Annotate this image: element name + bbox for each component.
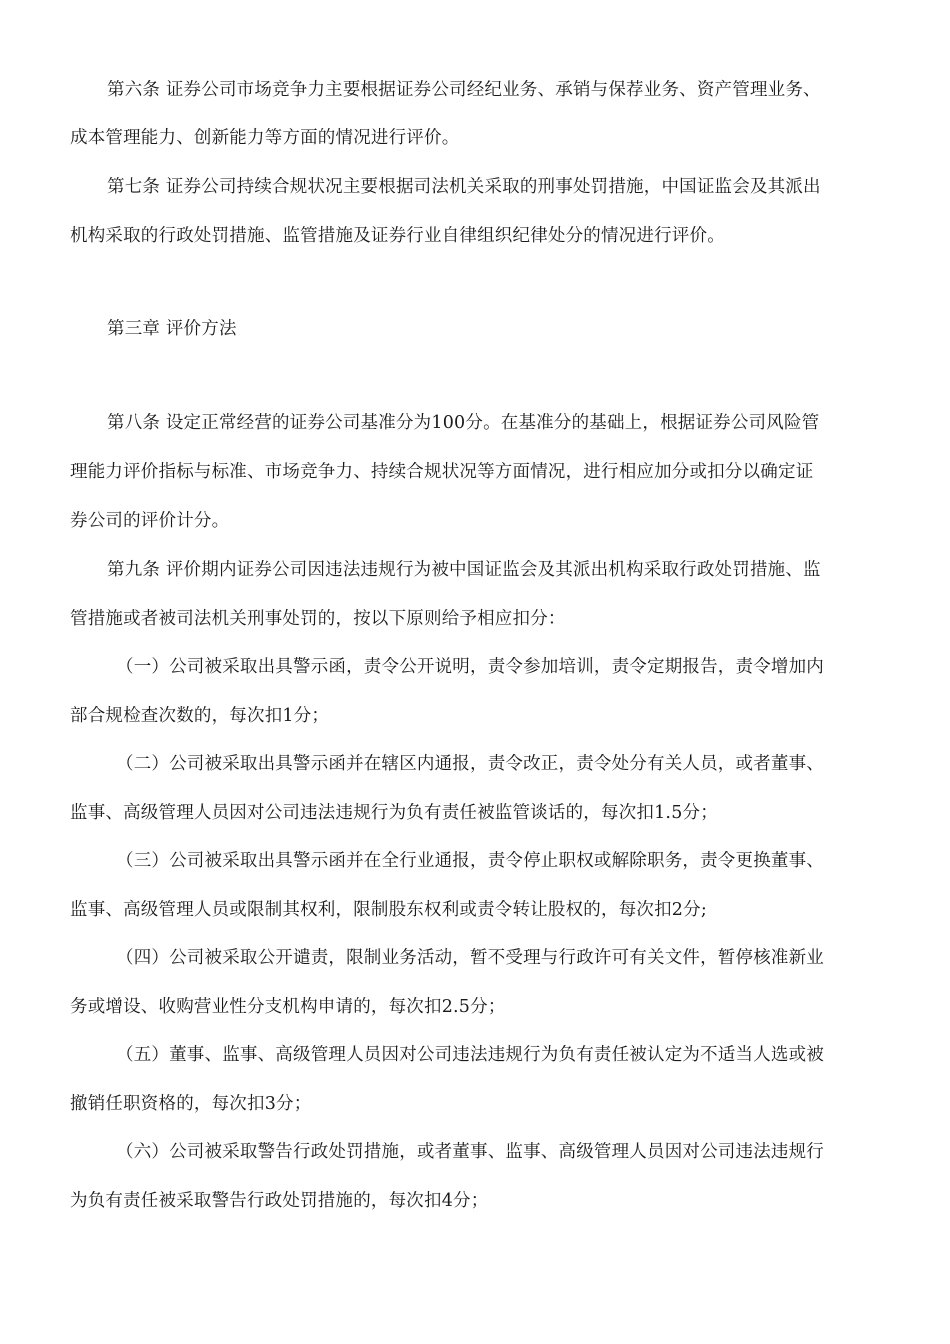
article-9-line-1: 第九条 评价期内证券公司因违法违规行为被中国证监会及其派出机构采取行政处罚措施、监 (107, 560, 821, 580)
item-6-line-2: 为负有责任被采取警告行政处罚措施的，每次扣4分； (70, 1191, 489, 1211)
item-4-line-2: 务或增设、收购营业性分支机构申请的，每次扣2.5分； (70, 997, 506, 1017)
item-3-line-2: 监事、高级管理人员或限制其权利，限制股东权利或责令转让股权的，每次扣2分; (70, 900, 707, 920)
article-8-line-1: 第八条 设定正常经营的证券公司基准分为100分。在基准分的基础上，根据证券公司风险管 (107, 413, 820, 433)
item-4-line-1: （四）公司被采取公开谴责，限制业务活动，暂不受理与行政许可有关文件，暂停核准新业 (116, 948, 824, 968)
item-6-line-1: （六）公司被采取警告行政处罚措施，或者董事、监事、高级管理人员因对公司违法违规行 (116, 1142, 824, 1162)
item-2-line-1: （二）公司被采取出具警示函并在辖区内通报，责令改正，责令处分有关人员，或者董事、 (116, 754, 824, 774)
article-9-line-2: 管措施或者被司法机关刑事处罚的，按以下原则给予相应扣分： (70, 609, 566, 629)
item-3-line-1: （三）公司被采取出具警示函并在全行业通报，责令停止职权或解除职务，责令更换董事、 (116, 851, 824, 871)
article-8-line-3: 券公司的评价计分。 (70, 511, 230, 531)
article-6-line-1: 第六条 证券公司市场竞争力主要根据证券公司经纪业务、承销与保荐业务、资产管理业务、 (107, 80, 821, 100)
article-8-line-2: 理能力评价指标与标准、市场竞争力、持续合规状况等方面情况，进行相应加分或扣分以确定证 (70, 462, 814, 482)
item-1-line-1: （一）公司被采取出具警示函，责令公开说明，责令参加培训，责令定期报告，责令增加内 (116, 657, 824, 677)
item-5-line-1: （五）董事、监事、高级管理人员因对公司违法违规行为负有责任被认定为不适当人选或被 (116, 1045, 824, 1065)
article-6-line-2: 成本管理能力、创新能力等方面的情况进行评价。 (70, 128, 460, 148)
article-7-line-2: 机构采取的行政处罚措施、监管措施及证券行业自律组织纪律处分的情况进行评价。 (70, 226, 725, 246)
item-2-line-2: 监事、高级管理人员因对公司违法违规行为负有责任被监管谈话的，每次扣1.5分； (70, 803, 718, 823)
item-5-line-2: 撤销任职资格的，每次扣3分； (70, 1094, 312, 1114)
chapter-3-heading: 第三章 评价方法 (107, 319, 237, 339)
item-1-line-2: 部合规检查次数的，每次扣1分； (70, 706, 330, 726)
article-7-line-1: 第七条 证券公司持续合规状况主要根据司法机关采取的刑事处罚措施，中国证监会及其派出 (107, 177, 821, 197)
